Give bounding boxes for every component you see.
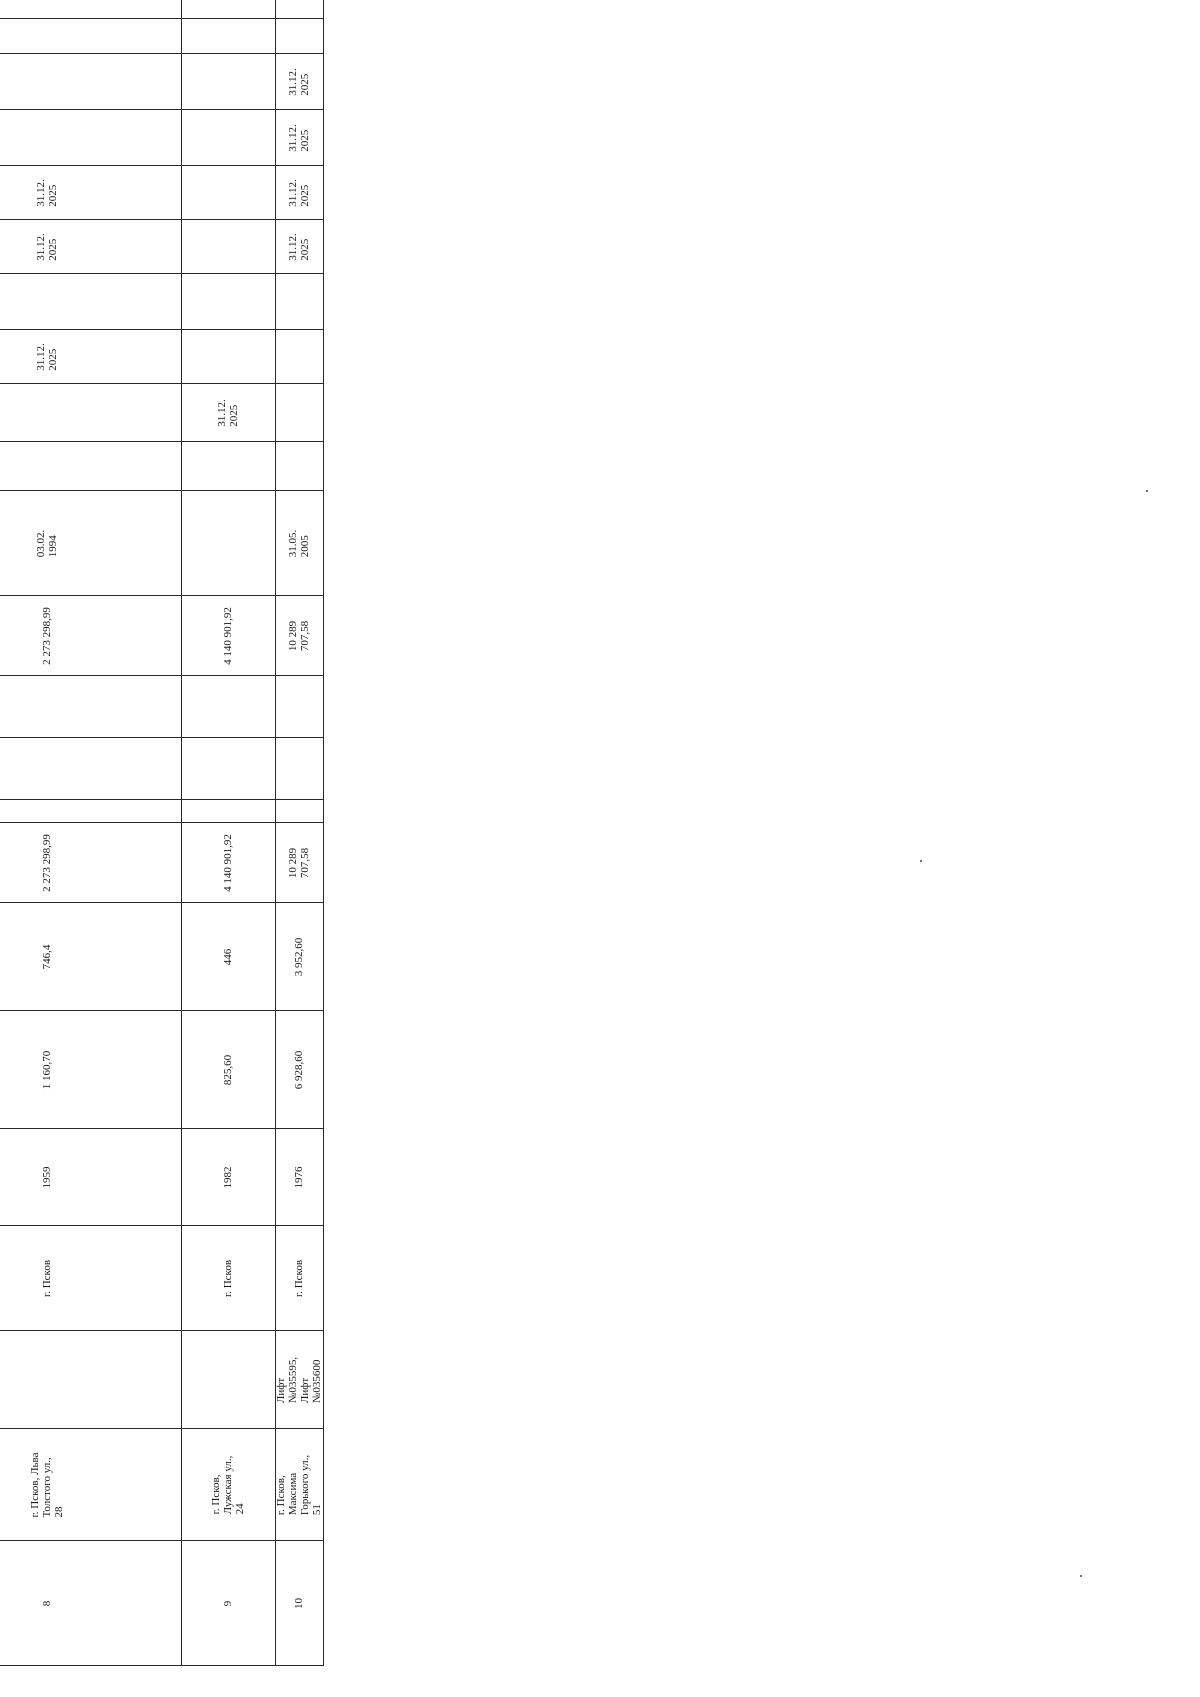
cell-value: 31.12. 2025 [287, 124, 311, 152]
cell-district [275, 1226, 323, 1331]
cell-local [275, 676, 323, 738]
cell-privatization [181, 491, 275, 596]
grid-line [0, 166, 323, 167]
cell-gas [181, 19, 275, 54]
cell-value: 31.12. 2025 [287, 233, 311, 261]
cell-facade [0, 330, 181, 384]
cell-value: г. Псков, Максима Горького ул., 51 [275, 1454, 323, 1516]
cell-value: 9 [222, 1600, 234, 1607]
cell-sewage [181, 166, 275, 220]
cell-address [0, 1429, 181, 1541]
cell-type [275, 1331, 323, 1429]
cell-cold-water [0, 220, 181, 274]
cell-address [181, 1429, 275, 1541]
cell-value: 31.12. 2025 [216, 399, 240, 427]
row-border [323, 0, 324, 1666]
cell-num [0, 1541, 181, 1666]
cell-facade [181, 330, 275, 384]
cell-value: Лифт №035595, Лифт №035600 [275, 1356, 323, 1404]
cell-area-rooms [181, 903, 275, 1011]
grid-line [0, 274, 323, 275]
cell-district [0, 1226, 181, 1331]
grid-line [0, 1226, 323, 1227]
scan-speck [1146, 490, 1148, 492]
cell-value: 31.05. 2005 [287, 529, 311, 558]
cell-area-total [0, 1011, 181, 1129]
cell-fsr [181, 800, 275, 823]
grid-line [0, 1429, 323, 1430]
cell-value: 31.12. 2025 [35, 343, 59, 371]
cell-roof [181, 384, 275, 442]
cell-address [275, 1429, 323, 1541]
cell-area-total [181, 1011, 275, 1129]
grid-line [0, 1011, 323, 1012]
grid-line [0, 491, 323, 492]
cell-fsr [0, 800, 181, 823]
cell-sewage [0, 166, 181, 220]
grid-line [0, 1129, 323, 1130]
cell-cost-total [0, 823, 181, 903]
cell-local [0, 676, 181, 738]
cell-foundation [181, 442, 275, 491]
cell-cost-total [275, 823, 323, 903]
grid-line [0, 384, 323, 385]
scan-speck [920, 860, 922, 862]
cell-roof [0, 384, 181, 442]
cell-value: 1 160,70 [41, 1050, 53, 1090]
cell-value: 825,60 [222, 1054, 234, 1086]
cell-value: 6 928,60 [293, 1050, 305, 1090]
cell-cost-total [181, 823, 275, 903]
cell-value: г. Псков [41, 1259, 53, 1298]
row-border [181, 0, 182, 1666]
cell-value: 10 289 707,58 [287, 847, 311, 879]
cell-value: 10 289 707,58 [287, 620, 311, 652]
cell-value: 446 [222, 948, 234, 966]
cell-value: г. Псков, Льва Толстого ул., 28 [29, 1452, 65, 1518]
cell-hot-water [181, 110, 275, 166]
grid-line [0, 596, 323, 597]
cell-owners [181, 596, 275, 676]
cell-value: 2 273 298,99 [41, 834, 53, 892]
cell-privatization [275, 491, 323, 596]
grid-line [0, 1331, 323, 1332]
cell-value: 31.12. 2025 [287, 68, 311, 96]
grid-line [0, 800, 323, 801]
cell-electric [0, 54, 181, 110]
cell-basement [0, 0, 181, 19]
cell-value: 1976 [293, 1166, 305, 1189]
cell-sewage [275, 166, 323, 220]
grid-line [0, 676, 323, 677]
grid-line [0, 110, 323, 111]
cell-value: г. Псков [293, 1259, 305, 1298]
cell-heating [275, 274, 323, 330]
cell-year [275, 1129, 323, 1226]
cell-regional [275, 738, 323, 800]
grid-line [0, 823, 323, 824]
cell-privatization [0, 491, 181, 596]
row-border [275, 0, 276, 1666]
grid-line [0, 330, 323, 331]
cell-hot-water [275, 110, 323, 166]
cell-value: г. Псков, Лужская ул., 24 [210, 1455, 246, 1515]
cell-area-rooms [0, 903, 181, 1011]
cell-value: 4 140 901,92 [222, 607, 234, 665]
grid-line [0, 19, 323, 20]
cell-roof [275, 384, 323, 442]
cell-basement [181, 0, 275, 19]
cell-electric [275, 54, 323, 110]
cell-value: 31.12. 2025 [287, 179, 311, 207]
cell-value: 8 [41, 1600, 53, 1607]
cell-local [181, 676, 275, 738]
cell-hot-water [0, 110, 181, 166]
cell-value: 31.12. 2025 [35, 233, 59, 261]
cell-facade [275, 330, 323, 384]
cell-foundation [0, 442, 181, 491]
cell-value: 03.02. 1994 [35, 529, 59, 558]
cell-value: 1959 [41, 1166, 53, 1189]
grid-line [0, 54, 323, 55]
cell-value: г. Псков [222, 1259, 234, 1298]
cell-owners [0, 596, 181, 676]
cell-electric [181, 54, 275, 110]
grid-line [0, 903, 323, 904]
cell-value: 4 140 901,92 [222, 834, 234, 892]
grid-line [0, 1541, 323, 1542]
cell-value: 31.12. 2025 [35, 179, 59, 207]
grid-line [0, 738, 323, 739]
cell-value: 10 [293, 1598, 305, 1609]
cell-year [181, 1129, 275, 1226]
cell-heating [181, 274, 275, 330]
cell-district [181, 1226, 275, 1331]
cell-value: 1982 [222, 1166, 234, 1189]
cell-num [275, 1541, 323, 1666]
cell-basement [275, 0, 323, 19]
cell-value: 746,4 [41, 944, 53, 970]
cell-regional [181, 738, 275, 800]
cell-cold-water [275, 220, 323, 274]
table-left-border [0, 1666, 323, 1667]
cell-value: 2 273 298,99 [41, 607, 53, 665]
cell-fsr [275, 800, 323, 823]
cell-type [181, 1331, 275, 1429]
cell-cold-water [181, 220, 275, 274]
cell-heating [0, 274, 181, 330]
cell-gas [275, 19, 323, 54]
cell-gas [0, 19, 181, 54]
grid-line [0, 220, 323, 221]
cell-area-total [275, 1011, 323, 1129]
grid-line [0, 442, 323, 443]
cell-year [0, 1129, 181, 1226]
scan-speck [1080, 1575, 1082, 1577]
cell-area-rooms [275, 903, 323, 1011]
cell-type [0, 1331, 181, 1429]
cell-owners [275, 596, 323, 676]
cell-num [181, 1541, 275, 1666]
cell-foundation [275, 442, 323, 491]
cell-value: 3 952,60 [293, 937, 305, 977]
cell-regional [0, 738, 181, 800]
